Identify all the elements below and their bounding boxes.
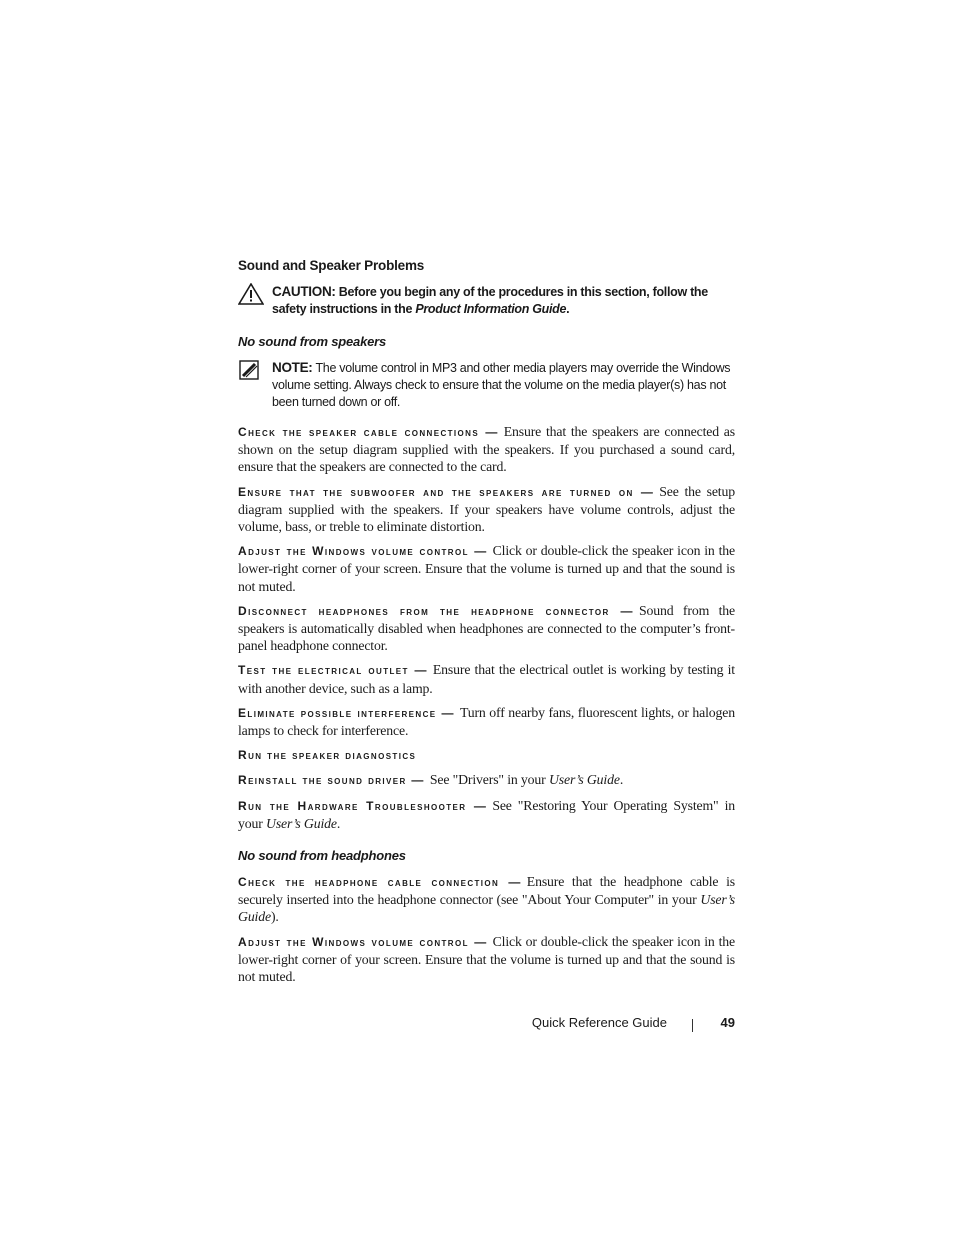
item-adjust-volume: Adjust the Windows volume control — Click or double-click the speaker icon in the lower-right corner of your screen. Ensure that the volume is turned up and that the sound is not muted. (238, 543, 735, 594)
note-label: NOTE: (272, 360, 313, 375)
item-eliminate-interference: Eliminate possible interference — Turn off nearby fans, fluorescent lights, or halogen lamps to check for interference. (238, 704, 736, 739)
item-check-speaker-cable: Check the speaker cable connections — Ensure that the speakers are connected as shown on the setup diagram supplied with the speakers. If you purchased a sound card, ensure that the speakers are connected to the card. (238, 424, 735, 475)
item-check-headphone-cable: Check the headphone cable connection — Ensure that the headphone cable is securely inserted into the headphone connector (see "About Your Computer" in your User’s Guide). (238, 874, 735, 925)
footer-guide-title: Quick Reference Guide (531, 1015, 667, 1030)
warning-triangle-icon (238, 283, 264, 305)
item-reinstall-driver: Reinstall the sound driver — See "Drivers" in your User’s Guide. (238, 772, 624, 788)
item-hardware-troubleshooter: Run the Hardware Troubleshooter — See "Restoring Your Operating System" in your User’s Guide. (238, 797, 735, 831)
caution-guide-title: Product Information Guide (415, 302, 567, 316)
item-test-outlet: Test the electrical outlet — Ensure that the electrical outlet is working by testing it with another device, such as a lamp. (238, 662, 735, 696)
sub-heading-speakers: No sound from speakers (238, 334, 387, 349)
caution-text: Before you begin any of the procedures in this section, follow the safety instructions in the (272, 285, 708, 316)
caution-notice: CAUTION: Before you begin any of the procedures in this section, follow the safety instructions in the Product Information Guide. (238, 283, 735, 318)
item-speaker-diagnostics: Run the speaker diagnostics (238, 748, 417, 763)
item-subwoofer-on: Ensure that the subwoofer and the speakers are turned on — See the setup diagram supplied with the speakers. If your speakers have volume controls, adjust the volume, bass, or treble to eliminate distortion. (238, 483, 735, 535)
note-notice (238, 359, 735, 411)
footer-separator (692, 1019, 693, 1032)
page-number: 49 (720, 1015, 735, 1030)
note-text: The volume control in MP3 and other media players may override the Windows volume setting. Always check to ensure that the volume on the media player(s) has not been turned down or off. (272, 361, 731, 409)
page-content (238, 258, 735, 992)
item-adjust-volume-headphones: Adjust the Windows volume control — Click or double-click the speaker icon in the lower-right corner of your screen. Ensure that the volume is turned up and that the sound is not muted. (238, 933, 735, 985)
item-disconnect-headphones: Disconnect headphones from the headphone connector — Sound from the speakers is automatically disabled when headphones are connected to the computer’s front-panel headphone connector. (238, 602, 735, 654)
note-pencil-icon (238, 359, 264, 381)
sub-heading-headphones: No sound from headphones (238, 848, 406, 864)
section-title: Sound and Speaker Problems (238, 258, 425, 273)
caution-label: CAUTION: (272, 284, 336, 299)
page-footer (238, 1015, 735, 1035)
